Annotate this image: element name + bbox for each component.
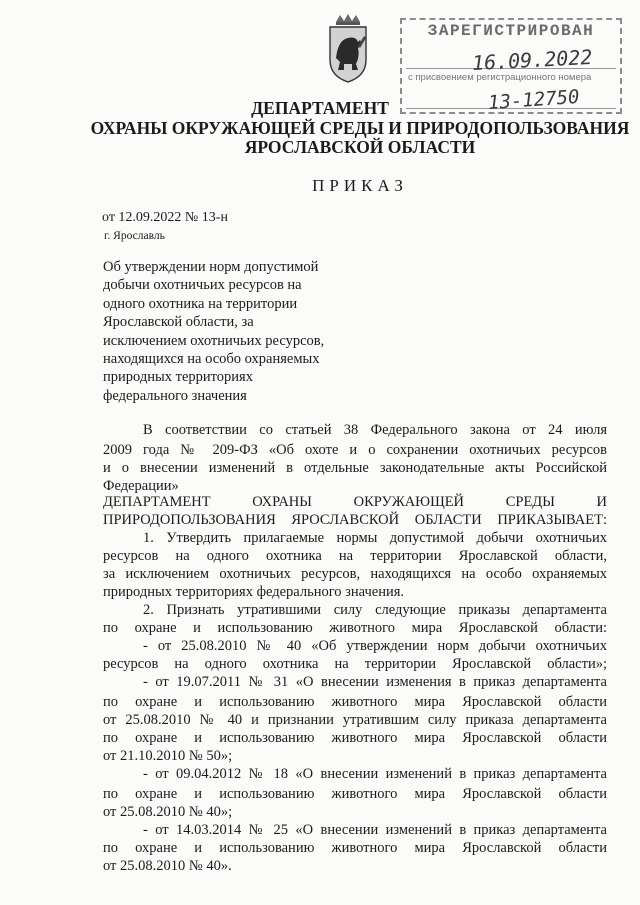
body-line: по охране и использованию животного мира Ярославской области	[103, 840, 607, 856]
subject-line: природных территориях	[103, 369, 253, 386]
body-line: - от 09.04.2012 № 18 «О внесении изменений в приказ департамента	[143, 766, 607, 782]
subject-line: одного охотника на территории	[103, 295, 298, 312]
body-line: по охране и использованию животного мира Ярославской области	[103, 694, 607, 710]
body-line: по охране и использованию животного мира Ярославской области	[103, 786, 607, 802]
body-line: 2009 года № 209-ФЗ «Об охоте и о сохранении охотничьих ресурсов	[103, 442, 607, 458]
body-line: от 25.08.2010 № 40».	[103, 858, 232, 874]
header-region: ЯРОСЛАВСКОЙ ОБЛАСТИ	[244, 137, 476, 157]
subject-line: находящихся на особо охраняемых	[103, 351, 320, 367]
body-line: В соответствии со статьей 38 Федерального закона от 24 июля	[143, 422, 607, 438]
body-line: - от 19.07.2011 № 31 «О внесении изменения в приказ департамента	[143, 674, 607, 690]
body-line: Федерации»	[103, 478, 179, 494]
subject-line: исключением охотничьих ресурсов,	[103, 332, 325, 349]
document-type: ПРИКАЗ	[312, 176, 408, 195]
stamp-handwritten-number: 13-12750	[487, 85, 581, 115]
subject-line: добычи охотничьих ресурсов на	[103, 277, 302, 294]
body-line: ПРИРОДОПОЛЬЗОВАНИЯ ЯРОСЛАВСКОЙ ОБЛАСТИ ПРИКАЗЫВАЕТ:	[103, 512, 607, 528]
subject-line: Об утверждении норм допустимой	[103, 259, 319, 275]
body-line: 2. Признать утратившими силу следующие приказы департамента	[143, 602, 607, 618]
body-line: ДЕПАРТАМЕНТ ОХРАНЫ ОКРУЖАЮЩЕЙ СРЕДЫ И	[103, 494, 607, 510]
body-line: ресурсов на одного охотника на территории Ярославской области,	[103, 548, 607, 564]
city: г. Ярославль	[104, 230, 165, 242]
body-line: - от 25.08.2010 № 40 «Об утверждении норм добычи охотничьих	[143, 638, 607, 654]
header-title: ОХРАНЫ ОКРУЖАЮЩЕЙ СРЕДЫ И ПРИРОДОПОЛЬЗОВАНИЯ	[90, 118, 630, 138]
coat-of-arms-icon	[322, 12, 374, 84]
body-line: - от 14.03.2014 № 25 «О внесении изменений в приказ департамента	[143, 822, 607, 838]
stamp-caption: с присвоением регистрационного номера	[408, 72, 592, 83]
subject-line: федерального значения	[103, 387, 247, 404]
body-line: от 25.08.2010 № 40 и признании утратившим силу приказа департамента	[103, 712, 607, 728]
body-line: по охране и использованию животного мира Ярославской области	[103, 730, 607, 746]
header-department: ДЕПАРТАМЕНТ	[251, 98, 389, 118]
subject-line: Ярославской области, за	[103, 314, 254, 331]
body-line: и о внесении изменений в отдельные законодательные акты Российской	[103, 460, 607, 476]
body-line: природных территориях федерального значения.	[103, 584, 405, 600]
body-line: от 21.10.2010 № 50»;	[103, 748, 233, 764]
body-line: за исключением охотничьих ресурсов, находящихся на особо охраняемых	[103, 566, 607, 582]
stamp-handwritten-date: 16.09.2022	[471, 44, 593, 76]
body-line: по охране и использованию животного мира Ярославской области:	[103, 620, 607, 636]
body-line: 1. Утвердить прилагаемые нормы допустимой добычи охотничьих	[143, 530, 607, 546]
body-line: от 25.08.2010 № 40»;	[103, 804, 233, 820]
body-line: ресурсов на одного охотника на территории Ярославской области»;	[103, 656, 607, 672]
order-date-number: от 12.09.2022 № 13-н	[102, 210, 228, 225]
stamp-title: ЗАРЕГИСТРИРОВАН	[427, 22, 595, 40]
